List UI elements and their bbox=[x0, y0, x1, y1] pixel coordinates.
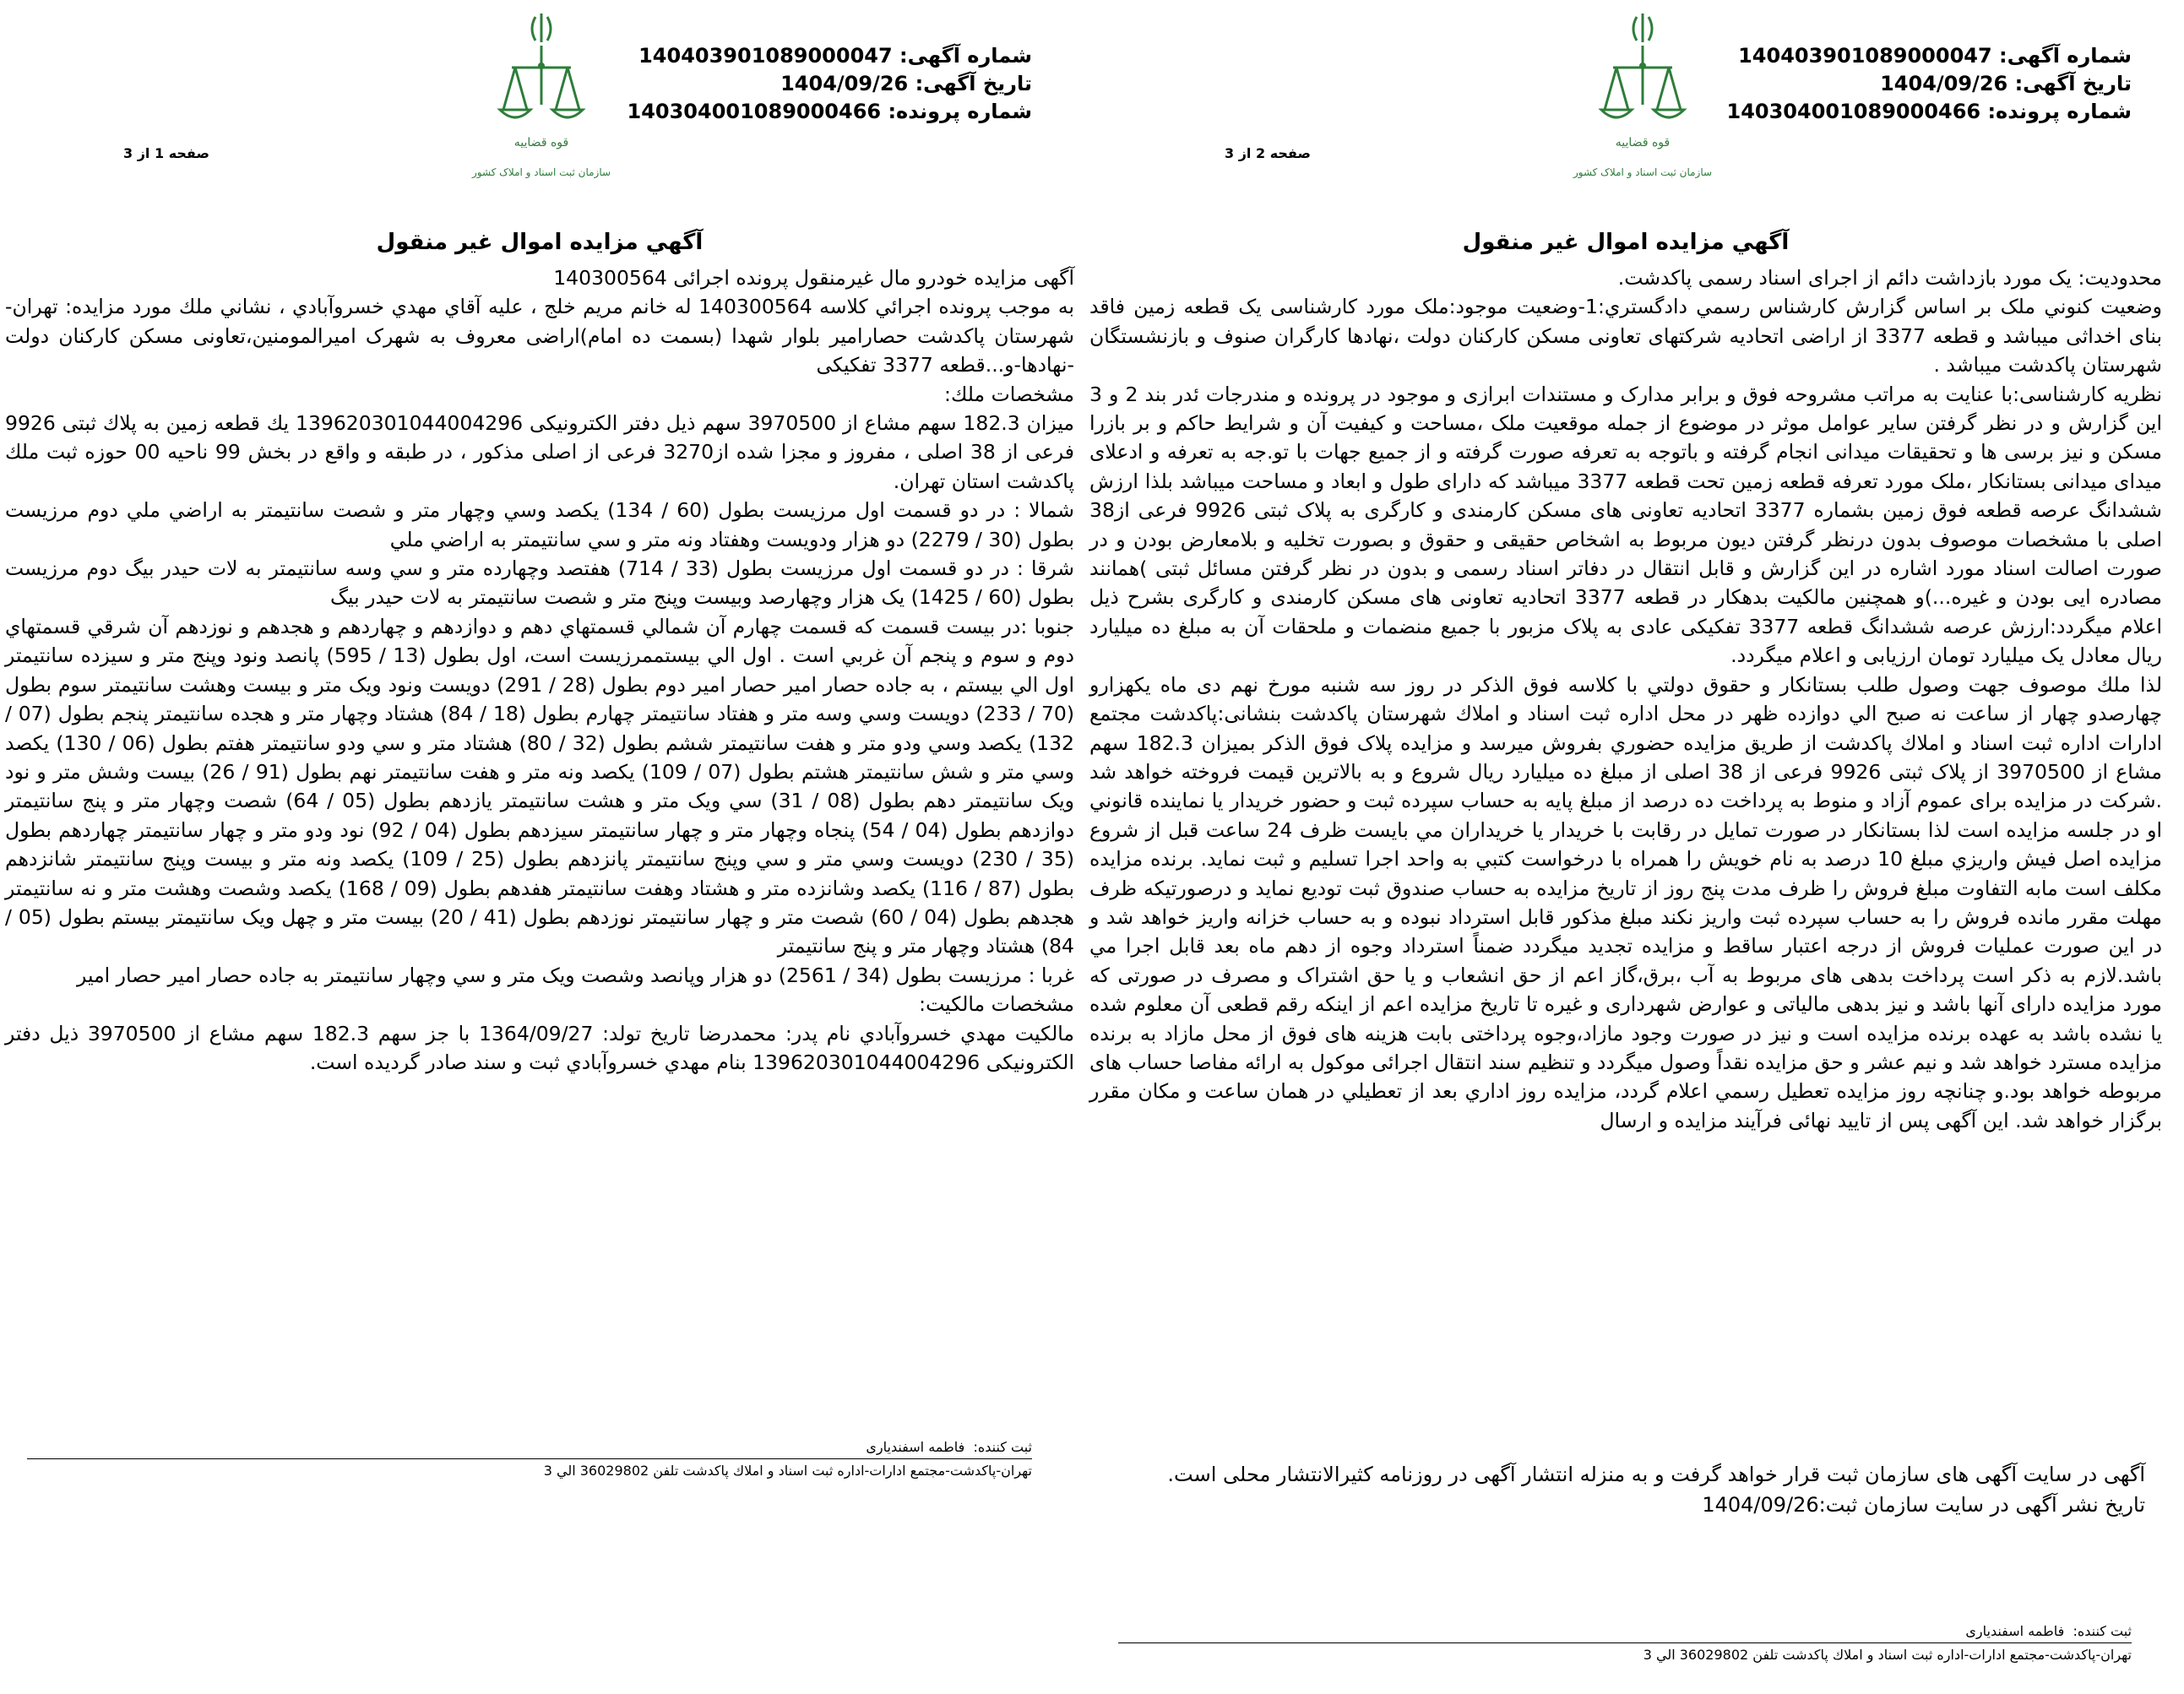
notice-body bbox=[1089, 263, 2162, 1135]
svg-text:قوه قضاییه: قوه قضاییه bbox=[1615, 136, 1671, 149]
case-number-row: شماره پرونده: 140304001089000466 bbox=[627, 100, 1032, 123]
registrar-name: فاطمه اسفنديارى bbox=[1965, 1623, 2065, 1639]
page-2 bbox=[1089, 0, 2162, 1694]
paragraph: لذا ملك موصوف جهت وصول طلب بستانكار و حقوق دولتي با كلاسه فوق الذكر در روز سه شنبه مورخ نهم دی ماه يكهزارو چهارصدو چهار از ساعت نه صبح الي دوازده ظهر در محل اداره ثبت اسناد و املاك شهرستان پاكدشت بنشانی:پاكدشت مجتمع ادارات اداره ثبت اسناد و املاك پاكدشت از طريق مزايده حضوري بفروش ميرسد و مزايده پلاک فوق الذکر بميزان 182.3 سهم مشاع از 3970500 از پلاک ثبتی 9926 فرعی از 38 اصلی از مبلغ ده ميليارد ريال شروع و به بالاترين قيمت فروخته خواهد شد .شركت در مزايده برای عموم آزاد و منوط به پرداخت ده درصد از مبلغ پايه به حساب سپرده ثبت و حضور خريدار يا نماينده قانوني او در جلسه مزايده است لذا بستانكار در صورت تمايل در رقابت با خريدار يا خريداران مي بايست ظرف 24 ساعت قبل از شروع مزايده اصل فيش واريزي مبلغ 10 درصد به نام خويش را همراه با درخواست كتبي به واحد اجرا تسليم و ثبت نمايد. برنده مزايده مكلف است مابه التفاوت مبلغ فروش را ظرف مدت پنج روز از تاريخ مزايده به حساب صندوق ثبت توديع نمايد و درصورتيكه ظرف مهلت مقرر مانده فروش را به حساب سپرده ثبت واريز نكند مبلغ مذكور قابل استرداد نبوده و به حساب خزانه واريز خواهد شد و در اين صورت عمليات فروش از درجه اعتبار ساقط و مزايده تجديد ميگردد ضمناً استرداد وجوه از دهم ماه بعد قابل اجرا مي باشد.لازم به ذكر است پرداخت بدهی های مربوط به آب ،برق،گاز اعم از حق انشعاب و يا حق اشتراک و مصرف در صورتی كه مورد مزايده دارای آنها باشد و نيز بدهی مالياتی و عوارض شهرداری و غيره تا تاريخ مزايده اعم از اينكه رقم قطعی آن معلوم شده يا نشده باشد به عهده برنده مزايده است و نيز در صورت وجود مازاد،وجوه پرداختی بابت هزينه های فوق از محل مازاد به برنده مزايده مسترد خواهد شد و نيم عشر و حق مزايده نقداً وصول ميگردد و تنظيم سند انتقال اجرائی موكول به ارائه مفاصا حساب های مربوطه خواهد بود.و چنانچه روز مزايده تعطيل رسمي اعلام گردد، مزايده روز اداري بعد از تعطيلي در همان ساعت و مكان مقرر برگزار خواهد شد. اين آگهی پس از تاييد نهائی فرآيند مزايده و ارسال bbox=[1089, 672, 2163, 1132]
paragraph: ميزان 182.3 سهم مشاع از 3970500 سهم ذيل دفتر الكترونيكی 139620301044004296 يك قطعه زمين به پلاك ثبتی 9926 فرعی از 38 اصلی ، مفروز و مجزا شده از3270 فرعی از اصلی مذکور ، در طبقه و واقع در بخش 99 ناحيه 00 حوزه ثبت ملك پاكدشت استان تهران. bbox=[5, 411, 1075, 493]
footer: ثبت كننده: فاطمه اسفنديارى تهران-پاكدشت-مجتمع ادارات-اداره ثبت اسناد و املاك پاكدشت تلفن 36029802 الي 3 bbox=[27, 1439, 1032, 1479]
paragraph: مشخصات ملك: bbox=[944, 382, 1074, 406]
judiciary-logo bbox=[471, 7, 611, 193]
paragraph: به موجب پرونده اجرائي كلاسه 140300564 له خانم مريم خلج ، عليه آقاي مهدي خسروآبادي ، نشاني ملك مورد مزايده: تهران-شهرستان پاكدشت حصارامير بلوار شهدا (بسمت ده امام)اراضی معروف به شهرک اميرالمومنين،تعاونی مسكن كاركنان دولت -نهادها-و...قطعه 3377 تفکیکی bbox=[5, 295, 1074, 377]
ad-number-row: شماره آگهی: 140403901089000047 bbox=[1738, 44, 2132, 68]
ad-date-row: تاریخ آگهی: 1404/09/26 bbox=[1880, 72, 2132, 95]
notice-body bbox=[5, 263, 1074, 1077]
registrar-name: فاطمه اسفنديارى bbox=[866, 1439, 965, 1455]
svg-text:سازمان ثبت اسناد و املاک کشور: سازمان ثبت اسناد و املاک کشور bbox=[471, 166, 611, 178]
svg-text:قوه قضاییه: قوه قضاییه bbox=[513, 136, 569, 149]
case-number: 140304001089000466 bbox=[1726, 100, 1981, 123]
footer: ثبت كننده: فاطمه اسفنديارى تهران-پاكدشت-مجتمع ادارات-اداره ثبت اسناد و املاك پاكدشت تلفن 36029802 الي 3 bbox=[1118, 1623, 2132, 1663]
divider bbox=[27, 1458, 1032, 1459]
page-1 bbox=[5, 0, 1074, 1694]
publish-date: تاريخ نشر آگهی در سايت سازمان ثبت:1404/09/26 bbox=[1702, 1493, 2145, 1517]
ad-meta bbox=[1727, 42, 2132, 126]
publish-info bbox=[1106, 1459, 2145, 1520]
ad-number: 140403901089000047 bbox=[638, 44, 893, 68]
case-number-row: شماره پرونده: 140304001089000466 bbox=[1726, 100, 2132, 123]
paragraph: محدوديت: يک مورد بازداشت دائم از اجرای اسناد رسمی پاكدشت. bbox=[1617, 266, 2162, 290]
office-line: تهران-پاكدشت-مجتمع ادارات-اداره ثبت اسناد و املاك پاكدشت تلفن 36029802 الي 3 bbox=[1643, 1647, 2132, 1663]
ad-number-row: شماره آگهی: 140403901089000047 bbox=[638, 44, 1032, 68]
page-title: آگهي مزايده اموال غير منقول bbox=[1462, 230, 1790, 255]
paragraph: نظريه كارشناسی:با عنايت به مراتب مشروحه فوق و برابر مدارک و مستندات ابرازی و موجود در پرونده و مندرجات ئدر بند 2 و 3 اين گزارش و در نظر گرفتن ساير عوامل موثر در موضوع از جمله موقعيت ملک ،مساحت و کيفيت آن و شرايط حاکم و بر بازرا مسکن و نيز برسی ها و تحقيقات ميدانی انجام گرفته و باتوجه به تعرفه صورت گرفته و از جميع جهات با تو.جه به تعرفه و ادعلای ميدای ميدانی بستانکار ،ملک مورد تعرفه قطعه زمين تحت قطعه 3377 ميباشد که دارای طول و ابعاد و مساحت ميباشد بلذا ارزش ششدانگ عرصه قطعه فوق زمين بشماره 3377 اتحاديه تعاونی های مسکن کارمندی و کارگری به پلاک ثبتی 9926 فرعی از38 اصلی با مشخصات موصوف بدون درنظر گرفتن ديون مربوط به اشخاص حقيقی و حقوق و بصورت تخليه و بلامعارض بودن و در صورت اصالت اسناد مورد اشاره در اين گزارش و قابل انتقال در دفاتر اسناد رسمی و بدون در نظر گرفتن مسائل ثبتی )همانند مصادره ايی بودن و غيره...)و همچنين مالکيت بدهکار در قطعه 3377 اتحاديه تعاونی های مسکن کارمندی و کارگری بشرح ذيل اعلام ميگردد:ارزش عرصه ششدانگ قطعه 3377 تفکيکی عادی به پلاک مزبور با جميع منضمات و ملحقات آن به مبلغ ده ميليارد ريال معادل يک ميليارد تومان ارزيابی و اعلام ميگردد. bbox=[1089, 382, 2162, 668]
paragraph: مشخصات مالكيت: bbox=[919, 992, 1074, 1017]
paragraph: شرقا : در دو قسمت اول مرزيست بطول (33 / 714) هفتصد وچهارده متر و سي وسه سانتيمتر به لات حيدر بيگ دوم مرزيست بطول (60 / 1425) يک هزار وچهارصد وبيست وپنج متر و شصت سانتيمتر به لات حيدر بيگ bbox=[5, 557, 1074, 610]
ad-date: 1404/09/26 bbox=[780, 72, 909, 95]
office-line: تهران-پاكدشت-مجتمع ادارات-اداره ثبت اسناد و املاك پاكدشت تلفن 36029802 الي 3 bbox=[543, 1463, 1032, 1479]
svg-text:سازمان ثبت اسناد و املاک کشور: سازمان ثبت اسناد و املاک کشور bbox=[1573, 166, 1713, 178]
paragraph: آگهی مزايده خودرو مال غيرمنقول پرونده اجرائی 140300564 bbox=[553, 266, 1074, 290]
judiciary-logo bbox=[1573, 7, 1713, 193]
paragraph: وضعيت كنوني ملک بر اساس گزارش كارشناس رسمي دادگستري:1-وضعيت موجود:ملک مورد كارشناسی يک قطعه زمين فاقد بنای اخداثی ميباشد و قطعه 3377 از اراضی اتحاديه شرکتهای تعاونی مسکن کارکنان دولت ،نهادها کارگران صنوف و بازنشستگان شهرستان پاکدشت ميباشد . bbox=[1089, 295, 2162, 377]
page-number: صفحه 2 از 3 bbox=[1225, 145, 1311, 161]
ad-date-row: تاریخ آگهی: 1404/09/26 bbox=[780, 72, 1032, 95]
ad-number: 140403901089000047 bbox=[1738, 44, 1992, 68]
ad-meta bbox=[627, 42, 1033, 126]
publish-note: آگهی در سايت آگهی های سازمان ثبت قرار خواهد گرفت و به منزله انتشار آگهی در روزنامه كثيرالانتشار محلی است. bbox=[1167, 1463, 2145, 1486]
paragraph: مالكيت مهدي خسروآبادي نام پدر: محمدرضا تاريخ تولد: 1364/09/27 با جز سهم 182.3 سهم مشاع از 3970500 ذيل دفتر الكترونيكی 139620301044004296 بنام مهدي خسروآبادي ثبت و سند صادر گرديده است. bbox=[5, 1021, 1074, 1074]
case-number: 140304001089000466 bbox=[627, 100, 882, 123]
page-title: آگهي مزايده اموال غير منقول bbox=[376, 230, 704, 255]
page-number: صفحه 1 از 3 bbox=[123, 145, 209, 161]
paragraph: شمالا : در دو قسمت اول مرزيست بطول (60 / 134) يكصد وسي وچهار متر و شصت سانتيمتر به اراضي ملي دوم مرزيست بطول (30 / 2279) دو هزار ودويست وهفتاد ونه متر و سي سانتيمتر به اراضي ملي bbox=[5, 498, 1074, 551]
ad-date: 1404/09/26 bbox=[1880, 72, 2008, 95]
divider bbox=[1118, 1642, 2132, 1643]
paragraph: غربا : مرزيست بطول (34 / 2561) دو هزار وپانصد وشصت ويک متر و سي وچهار سانتيمتر به جاده حصار امير حصار امير bbox=[77, 963, 1074, 987]
paragraph: جنوبا :در بيست قسمت كه قسمت چهارم آن شمالي قسمتهاي دهم و دوازدهم و چهاردهم و هجدهم و نوزدهم آن شرقي قسمتهاي دوم و سوم و پنجم آن غربي است . اول الي بيستممرزيست است، اول بطول (13 / 595) پانصد ونود وپنج متر و سيزده سانتيمتر اول الي بيستم ، به جاده حصار امير حصار امير دوم بطول (28 / 291) دويست ونود ويک متر و بيست وهشت سانتيمتر سوم بطول (70 / 233) دويست وسي وسه متر و هفتاد سانتيمتر چهارم بطول (18 / 84) هشتاد وچهار متر و هجده سانتيمتر پنجم بطول (07 / 132) يکصد وسي ودو متر و هفت سانتيمتر ششم بطول (32 / 80) هشتاد متر و سي ودو سانتيمتر هفتم بطول (06 / 130) يکصد وسي متر و شش سانتيمتر هشتم بطول (07 / 109) يکصد ونه متر و هفت سانتيمتر نهم بطول (91 / 26) بيست وشش متر و نود ويک سانتيمتر دهم بطول (08 / 31) سي ويک متر و هشت سانتيمتر يازدهم بطول (05 / 64) شصت وچهار متر و پنج سانتيمتر دوازدهم بطول (04 / 54) پنجاه وچهار متر و چهار سانتيمتر سيزدهم بطول (04 / 92) نود ودو متر و چهار سانتيمتر چهاردهم بطول (35 / 230) دويست وسي متر و سي وپنج سانتيمتر پانزدهم بطول (25 / 109) يکصد ونه متر و بيست وپنج سانتيمتر شانزدهم بطول (87 / 116) يکصد وشانزده متر و هشتاد وهفت سانتيمتر هفدهم بطول (09 / 168) يکصد وشصت وهشت متر و نه سانتيمتر هجدهم بطول (04 / 60) شصت متر و چهار سانتيمتر نوزدهم بطول (41 / 20) بيست متر و چهل ويک سانتيمتر بيستم بطول (05 / 84) هشتاد وچهار متر و پنج سانتيمتر bbox=[5, 614, 1075, 958]
